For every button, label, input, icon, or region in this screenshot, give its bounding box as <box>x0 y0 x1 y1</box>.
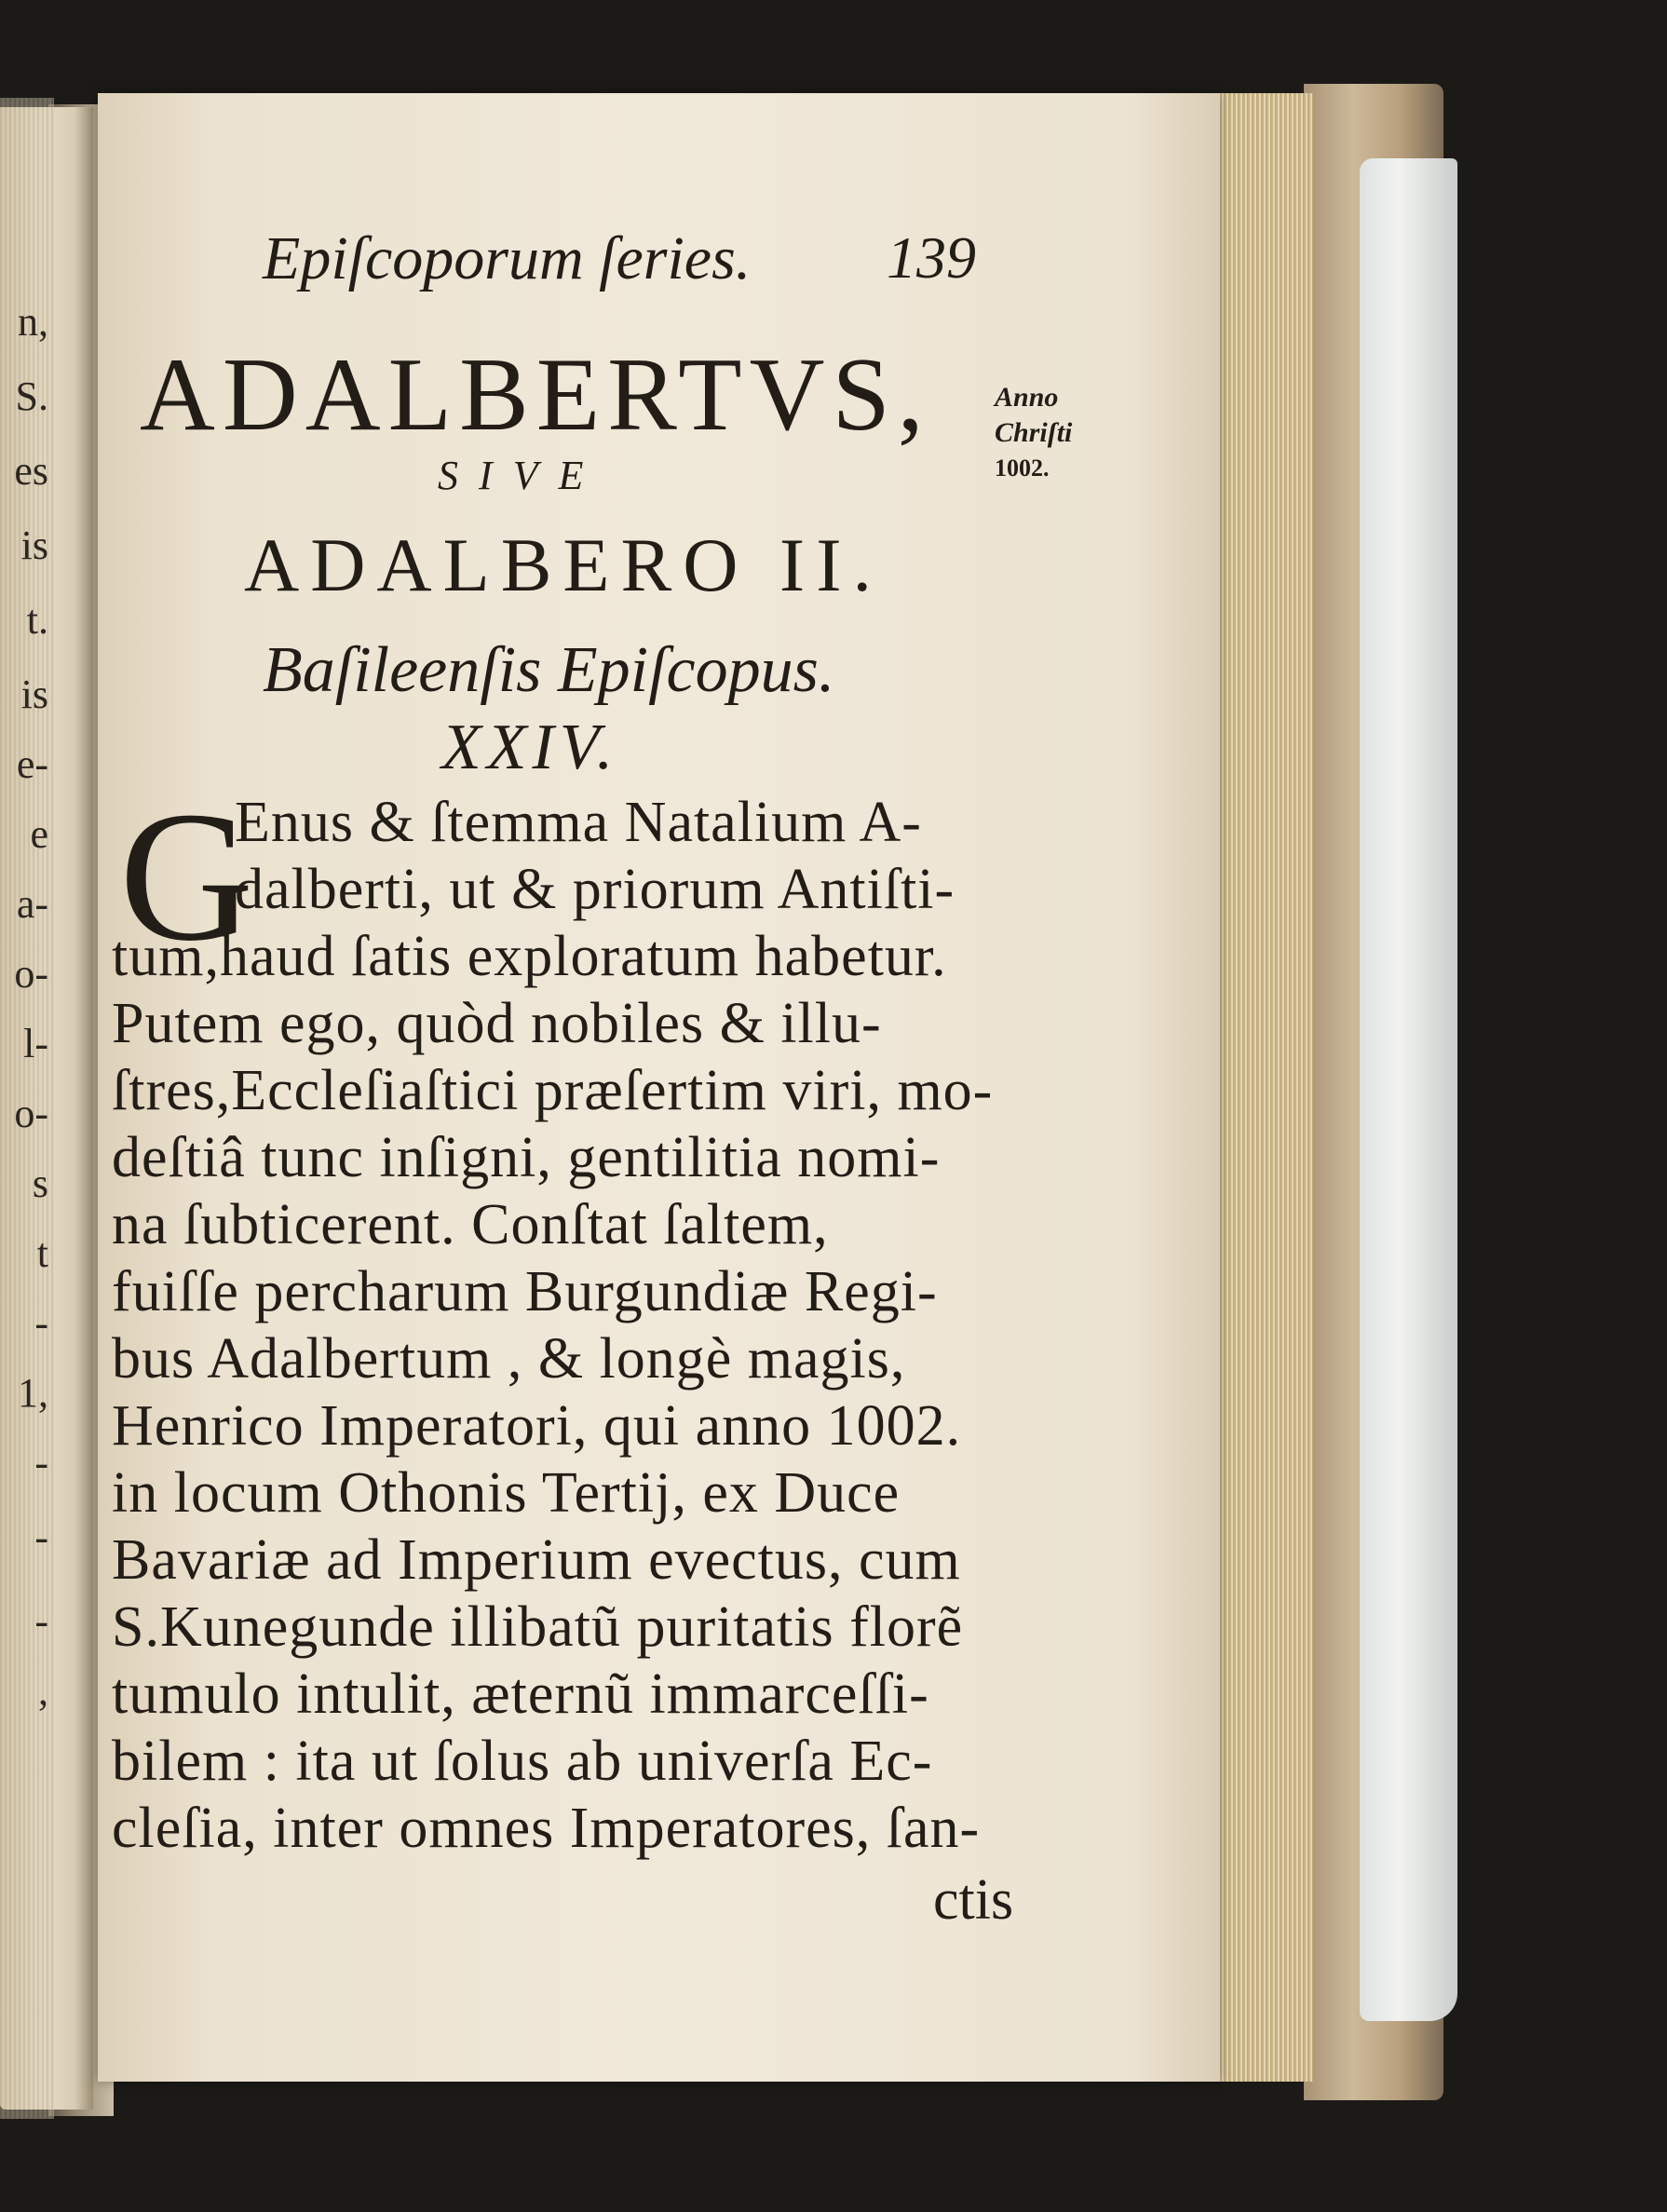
left-fragment: S. <box>15 373 48 419</box>
marginal-note-year: 1002. <box>995 455 1050 482</box>
drop-cap: G <box>119 774 254 980</box>
body-line: bus Adalbertum , & longè magis, <box>112 1327 906 1391</box>
left-fragment: t <box>36 1230 48 1276</box>
left-fragment: is <box>20 672 48 717</box>
marginal-note-line: Anno <box>995 382 1059 413</box>
paper-slip-bookmark <box>1360 158 1457 2021</box>
left-fragment: - <box>34 1514 48 1560</box>
left-fragment: e- <box>16 741 48 787</box>
body-line: Henrico Imperatori, qui anno 1002. <box>112 1394 962 1458</box>
left-fragment: o- <box>14 951 48 997</box>
body-line: Putem ego, quòd nobiles & illu- <box>112 992 882 1055</box>
body-line: deſtiâ tunc inſigni, gentilitia nomi- <box>112 1126 941 1189</box>
bishop-name-alternate: ADALBERO II. <box>244 522 884 607</box>
left-fragment: is <box>20 522 48 568</box>
left-fragment: n, <box>18 299 48 345</box>
catchword: ctis <box>933 1868 1014 1932</box>
left-fragment: a- <box>16 881 48 927</box>
running-header: Epiſcoporum ſeries. <box>263 224 752 292</box>
left-fragment: - <box>34 1598 48 1644</box>
left-fragment: l- <box>23 1021 48 1066</box>
body-line: in locum Othonis Tertij, ex Duce <box>112 1461 901 1525</box>
body-line: cleſia, inter omnes Imperatores, ſan- <box>112 1797 981 1860</box>
body-line: na ſubticerent. Conſtat ſaltem, <box>112 1193 829 1256</box>
left-fragment: es <box>14 448 48 494</box>
left-fragment: - <box>34 1440 48 1486</box>
name-conjunction: SIVE <box>438 453 604 498</box>
page-number: 139 <box>887 224 976 291</box>
left-fragment: s <box>32 1160 48 1206</box>
body-line: Enus & ſtemma Natalium A- <box>235 791 922 854</box>
body-line: tumulo intulit, æternũ immarceſſi- <box>112 1662 929 1726</box>
left-fragment: e <box>30 811 48 857</box>
body-line: Bavariæ ad Imperium evectus, cum <box>112 1528 961 1592</box>
left-fragment: , <box>38 1668 48 1714</box>
bishop-ordinal: XXIV. <box>441 712 619 783</box>
body-line: S.Kunegunde illibatũ puritatis florẽ <box>112 1595 964 1659</box>
body-line: ſtres,Eccleſiaſtici præſertim viri, mo- <box>112 1059 994 1122</box>
marginal-note-line: Chriſti <box>995 417 1073 448</box>
left-fragment: 1, <box>18 1370 48 1416</box>
left-fragment: - <box>34 1300 48 1346</box>
body-line: dalberti, ut & priorum Antiſti- <box>235 858 955 921</box>
left-fragment: o- <box>14 1091 48 1136</box>
body-line: bilem : ita ut ſolus ab univerſa Ec- <box>112 1730 933 1793</box>
page-block-edges <box>1211 93 1313 2082</box>
marginal-note <box>995 380 1106 486</box>
body-line: fuiſſe percharum Burgundiæ Regi- <box>112 1260 938 1323</box>
body-line: tum,haud ſatis exploratum habetur. <box>112 925 947 988</box>
episcopal-see: Baſileenſis Epiſcopus. <box>263 634 835 706</box>
left-fragment: t. <box>26 597 48 643</box>
bishop-name-primary: ADALBERTVS, <box>140 337 931 453</box>
